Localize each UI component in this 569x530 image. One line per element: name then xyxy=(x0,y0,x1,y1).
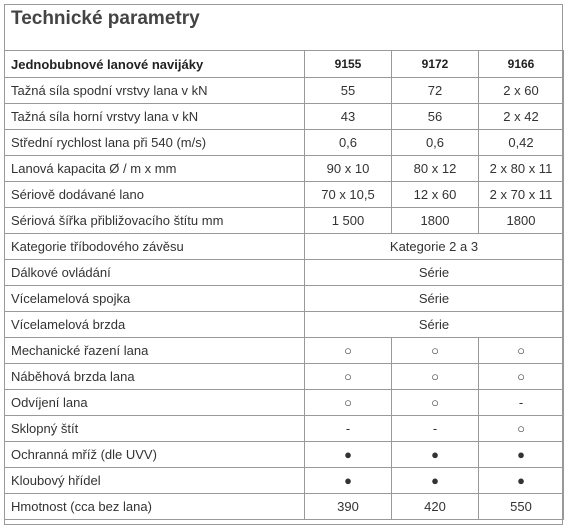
merged-value-cell: Série xyxy=(305,260,564,286)
table-row xyxy=(5,78,564,104)
table-row xyxy=(5,130,564,156)
value-cell: 0,42 xyxy=(479,130,564,156)
merged-value-cell: Série xyxy=(305,312,564,338)
row-label: Odvíjení lana xyxy=(5,390,305,416)
header-model: 9166 xyxy=(479,51,564,78)
table-row xyxy=(5,260,564,286)
row-label: Tažná síla spodní vrstvy lana v kN xyxy=(5,78,305,104)
row-label: Lanová kapacita Ø / m x mm xyxy=(5,156,305,182)
value-cell: ○ xyxy=(479,338,564,364)
value-cell: 56 xyxy=(392,104,479,130)
table-row xyxy=(5,416,564,442)
page-title: Technické parametry xyxy=(11,8,200,29)
value-cell: 0,6 xyxy=(392,130,479,156)
value-cell: 72 xyxy=(392,78,479,104)
row-label: Střední rychlost lana při 540 (m/s) xyxy=(5,130,305,156)
value-cell: 550 xyxy=(479,494,564,520)
row-label: Vícelamelová brzda xyxy=(5,312,305,338)
value-cell: - xyxy=(479,390,564,416)
value-cell: 90 x 10 xyxy=(305,156,392,182)
value-cell: ● xyxy=(392,442,479,468)
row-label: Kloubový hřídel xyxy=(5,468,305,494)
table-row xyxy=(5,234,564,260)
value-cell: 420 xyxy=(392,494,479,520)
row-label: Vícelamelová spojka xyxy=(5,286,305,312)
value-cell: ○ xyxy=(392,338,479,364)
value-cell: 12 x 60 xyxy=(392,182,479,208)
row-label: Ochranná mříž (dle UVV) xyxy=(5,442,305,468)
row-label: Sériově dodávané lano xyxy=(5,182,305,208)
value-cell: 1800 xyxy=(392,208,479,234)
header-label: Jednobubnové lanové navijáky xyxy=(5,51,305,78)
value-cell: ● xyxy=(479,442,564,468)
table-row xyxy=(5,468,564,494)
value-cell: - xyxy=(392,416,479,442)
row-label: Kategorie tříbodového závěsu xyxy=(5,234,305,260)
value-cell: 2 x 70 x 11 xyxy=(479,182,564,208)
header-model: 9155 xyxy=(305,51,392,78)
value-cell: - xyxy=(305,416,392,442)
value-cell: 1 500 xyxy=(305,208,392,234)
table-header-row xyxy=(5,51,564,78)
value-cell: ○ xyxy=(392,390,479,416)
value-cell: ○ xyxy=(305,364,392,390)
value-cell: ○ xyxy=(479,364,564,390)
table-row xyxy=(5,494,564,520)
value-cell: 390 xyxy=(305,494,392,520)
row-label: Hmotnost (cca bez lana) xyxy=(5,494,305,520)
table-row xyxy=(5,312,564,338)
row-label: Tažná síla horní vrstvy lana v kN xyxy=(5,104,305,130)
merged-value-cell: Série xyxy=(305,286,564,312)
value-cell: 2 x 80 x 11 xyxy=(479,156,564,182)
header-model: 9172 xyxy=(392,51,479,78)
table-row xyxy=(5,182,564,208)
value-cell: ○ xyxy=(479,416,564,442)
table-row xyxy=(5,442,564,468)
value-cell: 55 xyxy=(305,78,392,104)
row-label: Mechanické řazení lana xyxy=(5,338,305,364)
table-row xyxy=(5,364,564,390)
value-cell: 70 x 10,5 xyxy=(305,182,392,208)
value-cell: ○ xyxy=(392,364,479,390)
value-cell: ○ xyxy=(305,338,392,364)
value-cell: 80 x 12 xyxy=(392,156,479,182)
row-label: Sériová šířka přibližovacího štítu mm xyxy=(5,208,305,234)
value-cell: 43 xyxy=(305,104,392,130)
value-cell: ● xyxy=(392,468,479,494)
value-cell: ○ xyxy=(305,390,392,416)
value-cell: 0,6 xyxy=(305,130,392,156)
table-row xyxy=(5,156,564,182)
table-row xyxy=(5,208,564,234)
table-row xyxy=(5,390,564,416)
row-label: Sklopný štít xyxy=(5,416,305,442)
table-row xyxy=(5,338,564,364)
merged-value-cell: Kategorie 2 a 3 xyxy=(305,234,564,260)
parameters-table xyxy=(4,50,564,520)
value-cell: 1800 xyxy=(479,208,564,234)
value-cell: ● xyxy=(479,468,564,494)
value-cell: 2 x 60 xyxy=(479,78,564,104)
table-row xyxy=(5,104,564,130)
table-row xyxy=(5,286,564,312)
value-cell: ● xyxy=(305,468,392,494)
row-label: Dálkové ovládání xyxy=(5,260,305,286)
row-label: Náběhová brzda lana xyxy=(5,364,305,390)
value-cell: ● xyxy=(305,442,392,468)
value-cell: 2 x 42 xyxy=(479,104,564,130)
